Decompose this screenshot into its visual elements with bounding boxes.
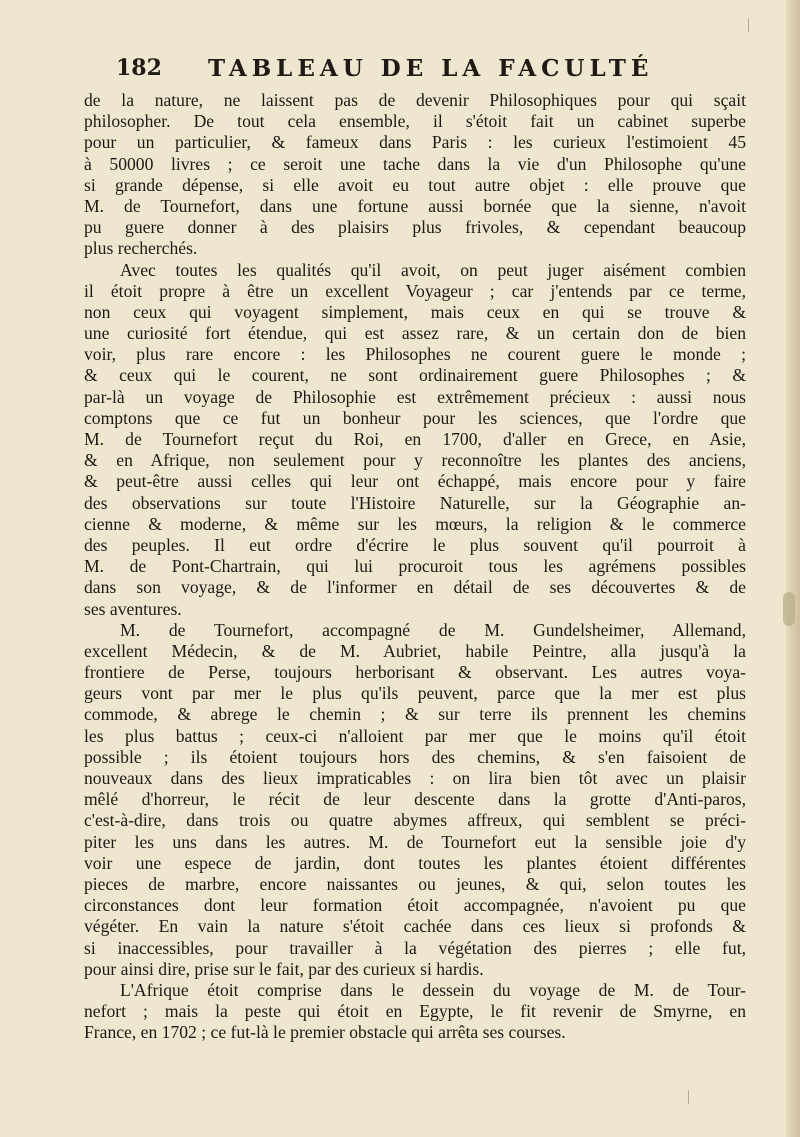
page-header: [116, 55, 736, 89]
text-line: pour ainsi dire, prise sur le fait, par des curieux si hardis.: [84, 958, 484, 979]
text-line: & en Afrique, non seulement pour y reconnoître les plantes des anciens,: [84, 450, 746, 471]
text-line: L'Afrique étoit comprise dans le dessein du voyage de M. de Tour-: [120, 979, 746, 1000]
page-number: 182: [116, 55, 162, 81]
text-line: à 50000 livres ; ce seroit une tache dans la vie d'un Philosophe qu'une: [84, 153, 746, 174]
text-line: une curiosité fort étendue, qui est assez rare, & un certain don de bien: [84, 323, 746, 344]
text-line: pu guere donner à des plaisirs plus frivoles, & cependant beaucoup: [84, 217, 746, 238]
text-line: dans son voyage, & de l'informer en détail de ses découvertes & de: [84, 577, 746, 598]
text-line: comptons que ce fut un bonheur pour les sciences, que l'ordre que: [84, 407, 746, 428]
paper-mark: [688, 1090, 689, 1104]
text-line: excellent Médecin, & de M. Aubriet, habile Peintre, alla jusqu'à la: [84, 640, 746, 661]
paper-mark: [748, 18, 749, 32]
text-line: M. de Tournefort, dans une fortune aussi bornée que la sienne, n'avoit: [84, 195, 746, 216]
text-line: M. de Tournefort, accompagné de M. Gundelsheimer, Allemand,: [120, 619, 746, 640]
text-line: il étoit propre à être un excellent Voyageur ; car j'entends par ce terme,: [84, 280, 746, 301]
running-head: TABLEAU DE LA FACULTÉ: [208, 55, 654, 82]
text-line: les plus battus ; ceux-ci n'alloient par mer que le moins qu'il étoit: [84, 725, 746, 746]
text-line: pieces de marbre, encore naissantes ou jeunes, & qui, selon toutes les: [84, 873, 746, 894]
text-line: possible ; ils étoient toujours hors des chemins, & s'en faisoient de: [84, 746, 746, 767]
paragraph: [84, 620, 746, 980]
text-line: si grande dépense, si elle avoit eu tout autre objet : elle prouve que: [84, 174, 746, 195]
text-line: M. de Pont-Chartrain, qui lui procuroit tous les agrémens possibles: [84, 556, 746, 577]
text-line: philosopher. De tout cela ensemble, il s'étoit fait un cabinet superbe: [84, 111, 746, 132]
text-line: cienne & moderne, & même sur les mœurs, la religion & le commerce: [84, 513, 746, 534]
text-line: de la nature, ne laissent pas de devenir Philosophiques pour qui sçait: [84, 90, 746, 110]
paragraph: [84, 980, 746, 1044]
text-line: & ceux qui le courent, ne sont ordinairement guere Philosophes ; &: [84, 365, 746, 386]
text-line: nefort ; mais la peste qui étoit en Egypte, le fit revenir de Smyrne, en: [84, 1001, 746, 1022]
text-line: mêlé d'horreur, le récit de leur descente dans la grotte d'Anti-paros,: [84, 789, 746, 810]
text-line: & peut-être aussi celles qui leur ont échappé, mais encore pour y faire: [84, 471, 746, 492]
text-line: circonstances dont leur formation étoit accompagnée, n'avoient pu que: [84, 895, 746, 916]
paragraph: [84, 260, 746, 620]
text-line: geurs vont par mer le plus qu'ils peuvent, parce que la mer est plus: [84, 683, 746, 704]
page-spine-shadow: [786, 0, 800, 1137]
text-line: voir, plus rare encore : les Philosophes ne courent guere le monde ;: [84, 344, 746, 365]
text-line: France, en 1702 ; ce fut-là le premier obstacle qui arrêta ses courses.: [84, 1022, 566, 1043]
paper-stain: [783, 592, 795, 626]
text-line: commode, & abrege le chemin ; & sur terre ils prennent les chemins: [84, 704, 746, 725]
paragraph: [84, 90, 746, 260]
text-line: si inaccessibles, pour travailler à la végétation des pierres ; elle fut,: [84, 937, 746, 958]
text-line: non ceux qui voyagent simplement, mais ceux en qui se trouve &: [84, 301, 746, 322]
body-text: [84, 90, 746, 1043]
text-line: c'est-à-dire, dans trois ou quatre abymes affreux, qui semblent se préci-: [84, 810, 746, 831]
text-line: végéter. En vain la nature s'étoit cachée dans ces lieux si profonds &: [84, 916, 746, 937]
text-line: pour un particulier, & fameux dans Paris : les curieux l'estimoient 45: [84, 132, 746, 153]
text-line: par-là un voyage de Philosophie est extrêmement précieux : aussi nous: [84, 386, 746, 407]
text-line: ses aventures.: [84, 598, 182, 619]
text-line: Avec toutes les qualités qu'il avoit, on peut juger aisément combien: [120, 259, 746, 280]
text-line: nouveaux dans des lieux impraticables : on lira bien tôt avec un plaisir: [84, 768, 746, 788]
text-line: frontiere de Perse, toujours herborisant & observant. Les autres voya-: [84, 662, 746, 683]
text-line: piter les uns dans les autres. M. de Tournefort eut la sensible joie d'y: [84, 831, 746, 852]
text-line: plus recherchés.: [84, 238, 198, 259]
text-line: des observations sur toute l'Histoire Naturelle, sur la Géographie an-: [84, 492, 746, 513]
text-line: des peuples. Il eut ordre d'écrire le plus souvent qu'il pourroit à: [84, 534, 746, 555]
text-line: M. de Tournefort reçut du Roi, en 1700, d'aller en Grece, en Asie,: [84, 429, 746, 449]
text-line: voir une espece de jardin, dont toutes les plantes étoient différentes: [84, 852, 746, 873]
